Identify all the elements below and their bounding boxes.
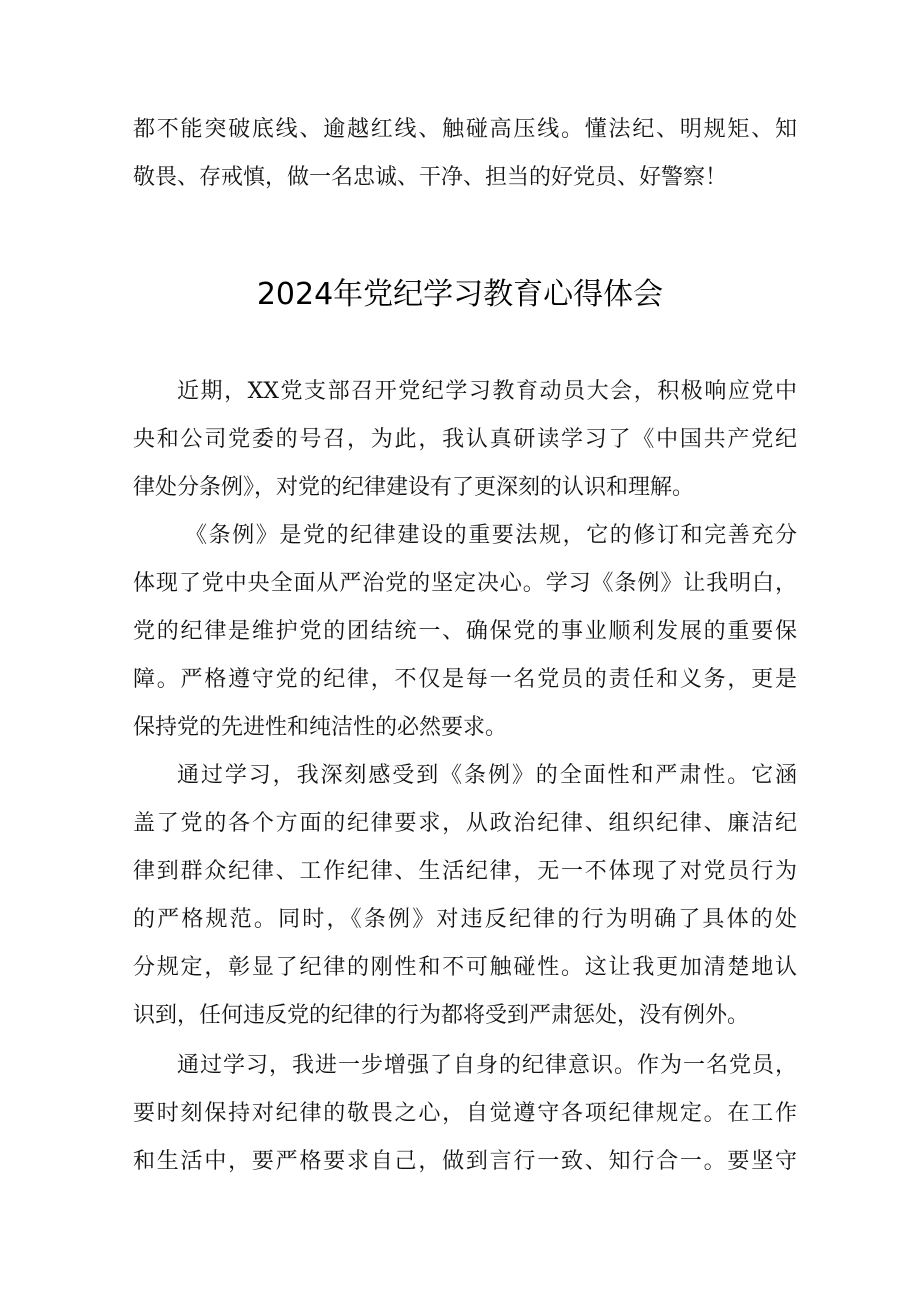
paragraph-1 — [133, 368, 797, 512]
paragraph-3-line-1: 通过学习，我深刻感受到《条例》的全面性和严肃性。它涵 — [177, 763, 797, 788]
paragraph-3-line-4: 的严格规范。同时，《条例》对违反纪律的行为明确了具体的处 — [133, 907, 797, 932]
paragraph-3-line-3: 律到群众纪律、工作纪律、生活纪律，无一不体现了对党员行为 — [133, 859, 797, 884]
paragraph-2-line-4: 障。严格遵守党的纪律，不仅是每一名党员的责任和义务，更是 — [133, 667, 797, 692]
paragraph-1-line-3: 律处分条例》，对党的纪律建设有了更深刻的认识和理解。 — [133, 475, 695, 500]
intro-line-1: 都不能突破底线、逾越红线、触碰高压线。懂法纪、明规矩、知 — [133, 117, 797, 142]
paragraph-4-line-1: 通过学习，我进一步增强了自身的纪律意识。作为一名党员， — [177, 1053, 797, 1078]
paragraph-4 — [133, 1042, 797, 1186]
paragraph-1-line-1: 近期，XX党支部召开党纪学习教育动员大会，积极响应党中 — [177, 379, 797, 404]
paragraph-2 — [133, 512, 797, 752]
paragraph-3-line-6: 识到，任何违反党的纪律的行为都将受到严肃惩处，没有例外。 — [133, 1003, 750, 1028]
paragraph-4-line-3: 和生活中，要严格要求自己，做到言行一致、知行合一。要坚守 — [133, 1149, 797, 1174]
paragraph-3 — [133, 752, 797, 1040]
intro-paragraph — [133, 106, 797, 202]
paragraph-2-line-3: 党的纪律是维护党的团结统一、确保党的事业顺利发展的重要保 — [133, 619, 797, 644]
paragraph-3-line-5: 分规定，彰显了纪律的刚性和不可触碰性。这让我更加清楚地认 — [133, 955, 797, 980]
paragraph-2-line-2: 体现了党中央全面从严治党的坚定决心。学习《条例》让我明白， — [133, 571, 797, 596]
paragraph-2-line-5: 保持党的先进性和纯洁性的必然要求。 — [133, 715, 508, 740]
paragraph-4-line-2: 要时刻保持对纪律的敬畏之心，自觉遵守各项纪律规定。在工作 — [133, 1101, 797, 1126]
intro-line-2: 敬畏、存戒慎，做一名忠诚、干净、担当的好党员、好警察！ — [133, 165, 728, 190]
paragraph-2-line-1: 《条例》是党的纪律建设的重要法规，它的修订和完善充分 — [185, 523, 797, 548]
document-title: 2024年党纪学习教育心得体会 — [256, 277, 664, 312]
paragraph-3-line-2: 盖了党的各个方面的纪律要求，从政治纪律、组织纪律、廉洁纪 — [133, 811, 797, 836]
paragraph-1-line-2: 央和公司党委的号召，为此，我认真研读学习了《中国共产党纪 — [133, 427, 797, 452]
